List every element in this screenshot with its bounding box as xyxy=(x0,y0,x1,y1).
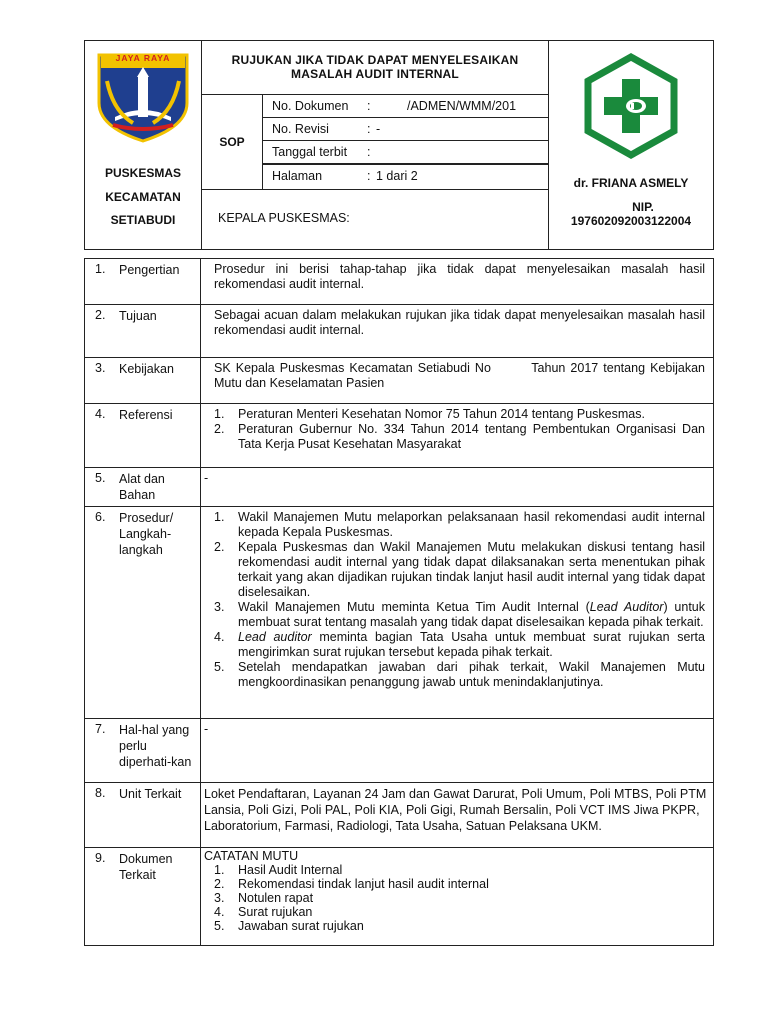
section-row-tujuan xyxy=(84,304,714,358)
info-row-no-dokumen xyxy=(262,94,549,118)
section-number: 2. xyxy=(95,308,106,322)
info-label: Halaman xyxy=(272,169,323,183)
info-row-no-revisi xyxy=(262,117,549,141)
section-row-dokumen-terkait xyxy=(84,847,714,946)
org-line-1: PUSKESMAS xyxy=(104,166,181,180)
info-row-tanggal-terbit xyxy=(262,140,549,164)
info-row-halaman xyxy=(262,164,549,190)
document-info-table xyxy=(262,94,549,190)
info-colon: : xyxy=(367,99,371,113)
header-logo-cell xyxy=(84,40,202,250)
info-label: No. Revisi xyxy=(272,122,329,136)
section-text: - xyxy=(204,722,209,736)
section-list xyxy=(214,407,705,452)
info-label: Tanggal terbit xyxy=(272,145,348,159)
section-label: Prosedur/ Langkah-langkah xyxy=(119,511,174,557)
section-label: Referensi xyxy=(119,408,173,422)
list-item: 1. Hasil Audit Internal xyxy=(214,863,343,877)
nip-value: 197602092003122004 xyxy=(570,214,692,228)
section-text: - xyxy=(204,471,209,485)
section-text: Prosedur ini berisi tahap-tahap jika tidak dapat menyelesaikan masalah hasil rekomendasi audit internal. xyxy=(214,262,705,291)
section-number: 5. xyxy=(95,471,106,485)
info-label: No. Dokumen xyxy=(272,99,349,113)
section-label: Dokumen Terkait xyxy=(119,852,173,882)
sop-label: SOP xyxy=(219,135,245,149)
section-label: Kebijakan xyxy=(119,362,174,376)
document-title-line-1: RUJUKAN JIKA TIDAK DAPAT MENYELESAIKAN xyxy=(231,53,519,67)
list-item: 2. Peraturan Gubernur No. 334 Tahun 2014 tentang Pembentukan Organisasi Dan Tata Kerja Pusat Kesehatan Masyarakat xyxy=(214,422,705,451)
info-value: /ADMEN/WMM/201 xyxy=(407,99,517,113)
info-value: - xyxy=(376,122,381,136)
section-list xyxy=(214,510,705,690)
list-item: 5. Jawaban surat rujukan xyxy=(214,919,364,933)
signatory-name: dr. FRIANA ASMELY xyxy=(573,176,689,190)
section-row-hal-hal xyxy=(84,718,714,783)
section-label: Hal-hal yang perlu diperhati-kan xyxy=(119,723,192,769)
section-number: 3. xyxy=(95,361,106,375)
section-text: Sebagai acuan dalam melakukan rujukan jika tidak dapat menyelesaikan masalah hasil rekomendasi audit internal. xyxy=(214,308,705,337)
section-row-kebijakan xyxy=(84,357,714,404)
emblem-banner-text: JAYA RAYA xyxy=(115,53,171,63)
section-number: 8. xyxy=(95,786,106,800)
section-row-pengertian xyxy=(84,258,714,305)
info-colon: : xyxy=(367,122,371,136)
section-row-unit-terkait xyxy=(84,782,714,848)
list-item: 2. Kepala Puskesmas dan Wakil Manajemen Mutu melakukan diskusi tentang hasil rekomendasi audit internal yang tidak dapat dilaksanakan serta menentukan pihak terkait yang akan dijadikan rujukan tindak lanjut hasil audit internal yang tidak dapat diselesaikan. xyxy=(214,540,705,599)
list-item: 4. Surat rujukan xyxy=(214,905,313,919)
section-number: 7. xyxy=(95,722,106,736)
jaya-raya-emblem-icon xyxy=(93,51,193,143)
list-item: 5. Setelah mendapatkan jawaban dari pihak terkait, Wakil Manajemen Mutu mengkoordinasikan penanggung jawab untuk menindaklanjutinya. xyxy=(214,660,705,689)
section-number: 4. xyxy=(95,407,106,421)
info-value: 1 dari 2 xyxy=(376,169,418,183)
list-item: 3. Notulen rapat xyxy=(214,891,314,905)
section-number: 9. xyxy=(95,851,106,865)
section-label: Pengertian xyxy=(119,263,180,277)
list-item: 2. Rekomendasi tindak lanjut hasil audit internal xyxy=(214,877,489,891)
catatan-mutu-heading: CATATAN MUTU xyxy=(204,849,299,863)
section-label: Alat dan Bahan xyxy=(119,472,165,502)
info-colon: : xyxy=(367,169,371,183)
document-title-cell xyxy=(201,40,549,95)
info-colon: : xyxy=(367,145,371,159)
section-label: Tujuan xyxy=(119,309,157,323)
list-item: 1. Wakil Manajemen Mutu melaporkan pelaksanaan hasil rekomendasi audit internal kepada Kepala Puskesmas. xyxy=(214,510,705,539)
section-text: Loket Pendaftaran, Layanan 24 Jam dan Gawat Darurat, Poli Umum, Poli MTBS, Poli PTM Lansia, Poli Gizi, Poli PAL, Poli KIA, Poli Gigi, Rumah Bersalin, Poli VCT IMS Jiwa PKPR, Laboratorium, Farmasi, Radiologi, Tata Usaha, Satuan Pelaksana UKM. xyxy=(204,787,707,833)
org-line-3: SETIABUDI xyxy=(110,213,176,227)
section-number: 6. xyxy=(95,510,106,524)
document-title-line-2: MASALAH AUDIT INTERNAL xyxy=(291,67,459,81)
list-item: 4. Lead auditor meminta bagian Tata Usaha untuk membuat surat rujukan serta mengirimkan surat rujukan tersebut kepada pihak terkait. xyxy=(214,630,705,659)
puskesmas-logo-icon xyxy=(578,53,684,159)
section-list xyxy=(204,849,709,933)
section-number: 1. xyxy=(95,262,106,276)
list-item: 3. Wakil Manajemen Mutu meminta Ketua Tim Audit Internal (Lead Auditor) untuk membuat surat tentang masalah yang tidak dapat diselesaikan kepada pihak terkait. xyxy=(214,600,705,629)
section-row-referensi xyxy=(84,403,714,468)
kepala-puskesmas-cell xyxy=(201,189,549,250)
org-line-2: KECAMATAN xyxy=(105,190,181,204)
section-row-alat-dan-bahan xyxy=(84,467,714,507)
list-item: 1. Peraturan Menteri Kesehatan Nomor 75 Tahun 2014 tentang Puskesmas. xyxy=(214,407,645,421)
sop-label-cell xyxy=(201,94,263,190)
nip-label: NIP. xyxy=(632,200,654,214)
section-row-prosedur xyxy=(84,506,714,719)
section-text: SK Kepala Puskesmas Kecamatan Setiabudi No Tahun 2017 tentang Kebijakan Mutu dan Keselamatan Pasien xyxy=(214,361,709,390)
signatory-cell xyxy=(548,40,714,250)
section-label: Unit Terkait xyxy=(119,787,182,801)
kepala-puskesmas-label: KEPALA PUSKESMAS: xyxy=(218,211,350,225)
sop-content-table xyxy=(84,258,714,946)
